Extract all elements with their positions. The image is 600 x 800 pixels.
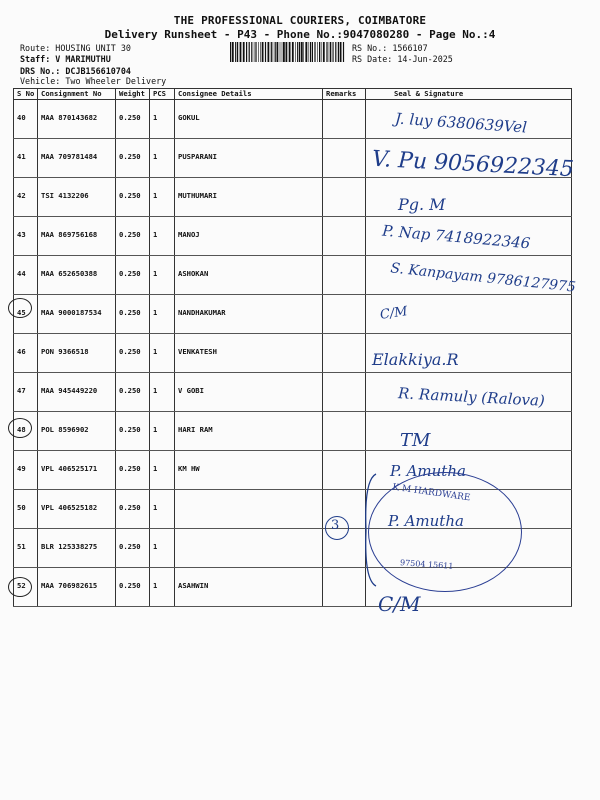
- signature-row-43: P. Nap 7418922346: [381, 221, 531, 253]
- signature-row-41: V. Pu 9056922345: [371, 146, 575, 183]
- cell-sno: 42: [14, 178, 38, 217]
- stamp-phone: 97504 15611: [399, 558, 454, 571]
- cell-sno: 40: [14, 100, 38, 139]
- cell-consignee: [175, 529, 323, 568]
- cell-seal: [366, 178, 572, 217]
- cell-remarks: [323, 373, 366, 412]
- cell-consignee: V GOBI: [175, 373, 323, 412]
- staff-label: Staff: V MARIMUTHU: [20, 54, 111, 64]
- cell-remarks: [323, 217, 366, 256]
- cell-consignment: MAA 869756168: [38, 217, 116, 256]
- cell-sno: 47: [14, 373, 38, 412]
- cell-pcs: 1: [150, 334, 175, 373]
- cell-sno: 46: [14, 334, 38, 373]
- cell-remarks: [323, 334, 366, 373]
- cell-sno: 44: [14, 256, 38, 295]
- cell-consignment: MAA 706982615: [38, 568, 116, 607]
- cell-weight: 0.250: [116, 217, 150, 256]
- cell-sno: 51: [14, 529, 38, 568]
- sno-circle-mark: [8, 298, 32, 318]
- cell-sno: 43: [14, 217, 38, 256]
- col-consignee: Consignee Details: [175, 89, 323, 100]
- cell-pcs: 1: [150, 373, 175, 412]
- cell-consignment: PON 9366518: [38, 334, 116, 373]
- stamp-name: K M HARDWARE: [391, 482, 471, 504]
- cell-pcs: 1: [150, 451, 175, 490]
- signature-row-45: C/M: [379, 304, 409, 323]
- signature-row-49: P. Amutha: [390, 462, 466, 480]
- cell-weight: 0.250: [116, 529, 150, 568]
- cell-pcs: 1: [150, 100, 175, 139]
- cell-consignment: TSI 4132206: [38, 178, 116, 217]
- signature-row-42: Pg. M: [398, 195, 446, 214]
- col-sno: S No: [14, 89, 38, 100]
- rs-date: RS Date: 14-Jun-2025: [352, 54, 453, 64]
- cell-remarks: [323, 100, 366, 139]
- cell-weight: 0.250: [116, 334, 150, 373]
- signature-row-52: C/M: [378, 592, 421, 616]
- col-weight: Weight: [116, 89, 150, 100]
- table-row: [14, 412, 572, 451]
- cell-consignee: ASHOKAN: [175, 256, 323, 295]
- table-row: [14, 178, 572, 217]
- signature-row-46: Elakkiya.R: [372, 350, 459, 369]
- cell-pcs: 1: [150, 568, 175, 607]
- signature-row-44: S. Kanpayam 9786127975: [389, 260, 577, 296]
- barcode-icon: [230, 42, 345, 62]
- table-row: [14, 334, 572, 373]
- cell-pcs: 1: [150, 412, 175, 451]
- cell-remarks: [323, 178, 366, 217]
- cell-weight: 0.250: [116, 100, 150, 139]
- cell-consignee: HARI RAM: [175, 412, 323, 451]
- cell-weight: 0.250: [116, 451, 150, 490]
- cell-sno: 45: [14, 295, 38, 334]
- cell-sno: 48: [14, 412, 38, 451]
- cell-consignment: MAA 945449220: [38, 373, 116, 412]
- cell-consignee: PUSPARANI: [175, 139, 323, 178]
- cell-pcs: 1: [150, 295, 175, 334]
- remark-row-50: 3: [331, 518, 340, 533]
- cell-remarks: [323, 256, 366, 295]
- cell-sno: 50: [14, 490, 38, 529]
- table-row: [14, 295, 572, 334]
- signature-row-50: P. Amutha: [388, 512, 464, 530]
- cell-consignment: VPL 406525171: [38, 451, 116, 490]
- cell-consignee: VENKATESH: [175, 334, 323, 373]
- cell-pcs: 1: [150, 529, 175, 568]
- cell-pcs: 1: [150, 139, 175, 178]
- table-header-row: [14, 89, 572, 100]
- signature-row-40: J. luy 6380639Vel: [394, 109, 528, 137]
- cell-weight: 0.250: [116, 568, 150, 607]
- cell-weight: 0.250: [116, 178, 150, 217]
- cell-sno: 52: [14, 568, 38, 607]
- route-label: Route: HOUSING UNIT 30: [20, 43, 131, 53]
- signature-row-47: R. Ramuly (Ralova): [397, 384, 546, 410]
- cell-consignment: MAA 709781484: [38, 139, 116, 178]
- col-seal-signature: Seal & Signature: [366, 89, 572, 100]
- col-remarks: Remarks: [323, 89, 366, 100]
- signature-row-48: TM: [400, 430, 431, 451]
- cell-pcs: 1: [150, 256, 175, 295]
- cell-consignee: KM HW: [175, 451, 323, 490]
- cell-consignee: MANOJ: [175, 217, 323, 256]
- sno-circle-mark: [8, 577, 32, 597]
- cell-consignee: MUTHUMARI: [175, 178, 323, 217]
- company-name: THE PROFESSIONAL COURIERS, COIMBATORE: [173, 14, 427, 27]
- vehicle-label: Vehicle: Two Wheeler Delivery: [20, 76, 167, 86]
- drs-number: DRS No.: DCJB156610704: [20, 66, 131, 76]
- cell-remarks: [323, 139, 366, 178]
- cell-consignment: MAA 652650388: [38, 256, 116, 295]
- cell-consignee: NANDHAKUMAR: [175, 295, 323, 334]
- cell-weight: 0.250: [116, 490, 150, 529]
- cell-sno: 41: [14, 139, 38, 178]
- cell-consignee: [175, 490, 323, 529]
- cell-consignee: ASAHWIN: [175, 568, 323, 607]
- sno-circle-mark: [8, 418, 32, 438]
- col-consignment: Consignment No: [38, 89, 116, 100]
- cell-pcs: 1: [150, 178, 175, 217]
- cell-consignee: GOKUL: [175, 100, 323, 139]
- cell-weight: 0.250: [116, 373, 150, 412]
- cell-consignment: MAA 870143682: [38, 100, 116, 139]
- cell-weight: 0.250: [116, 412, 150, 451]
- cell-seal: [366, 412, 572, 451]
- cell-consignment: BLR 125338275: [38, 529, 116, 568]
- cell-pcs: 1: [150, 490, 175, 529]
- rs-number: RS No.: 1566107: [352, 43, 428, 53]
- cell-consignment: MAA 9000187534: [38, 295, 116, 334]
- cell-weight: 0.250: [116, 256, 150, 295]
- col-pcs: PCS: [150, 89, 175, 100]
- runsheet-title: Delivery Runsheet - P43 - Phone No.:9047080280 - Page No.:4: [104, 28, 496, 41]
- cell-weight: 0.250: [116, 139, 150, 178]
- cell-weight: 0.250: [116, 295, 150, 334]
- cell-sno: 49: [14, 451, 38, 490]
- cell-remarks: [323, 295, 366, 334]
- cell-remarks: [323, 412, 366, 451]
- cell-consignment: VPL 406525182: [38, 490, 116, 529]
- cell-consignment: POL 8596902: [38, 412, 116, 451]
- cell-pcs: 1: [150, 217, 175, 256]
